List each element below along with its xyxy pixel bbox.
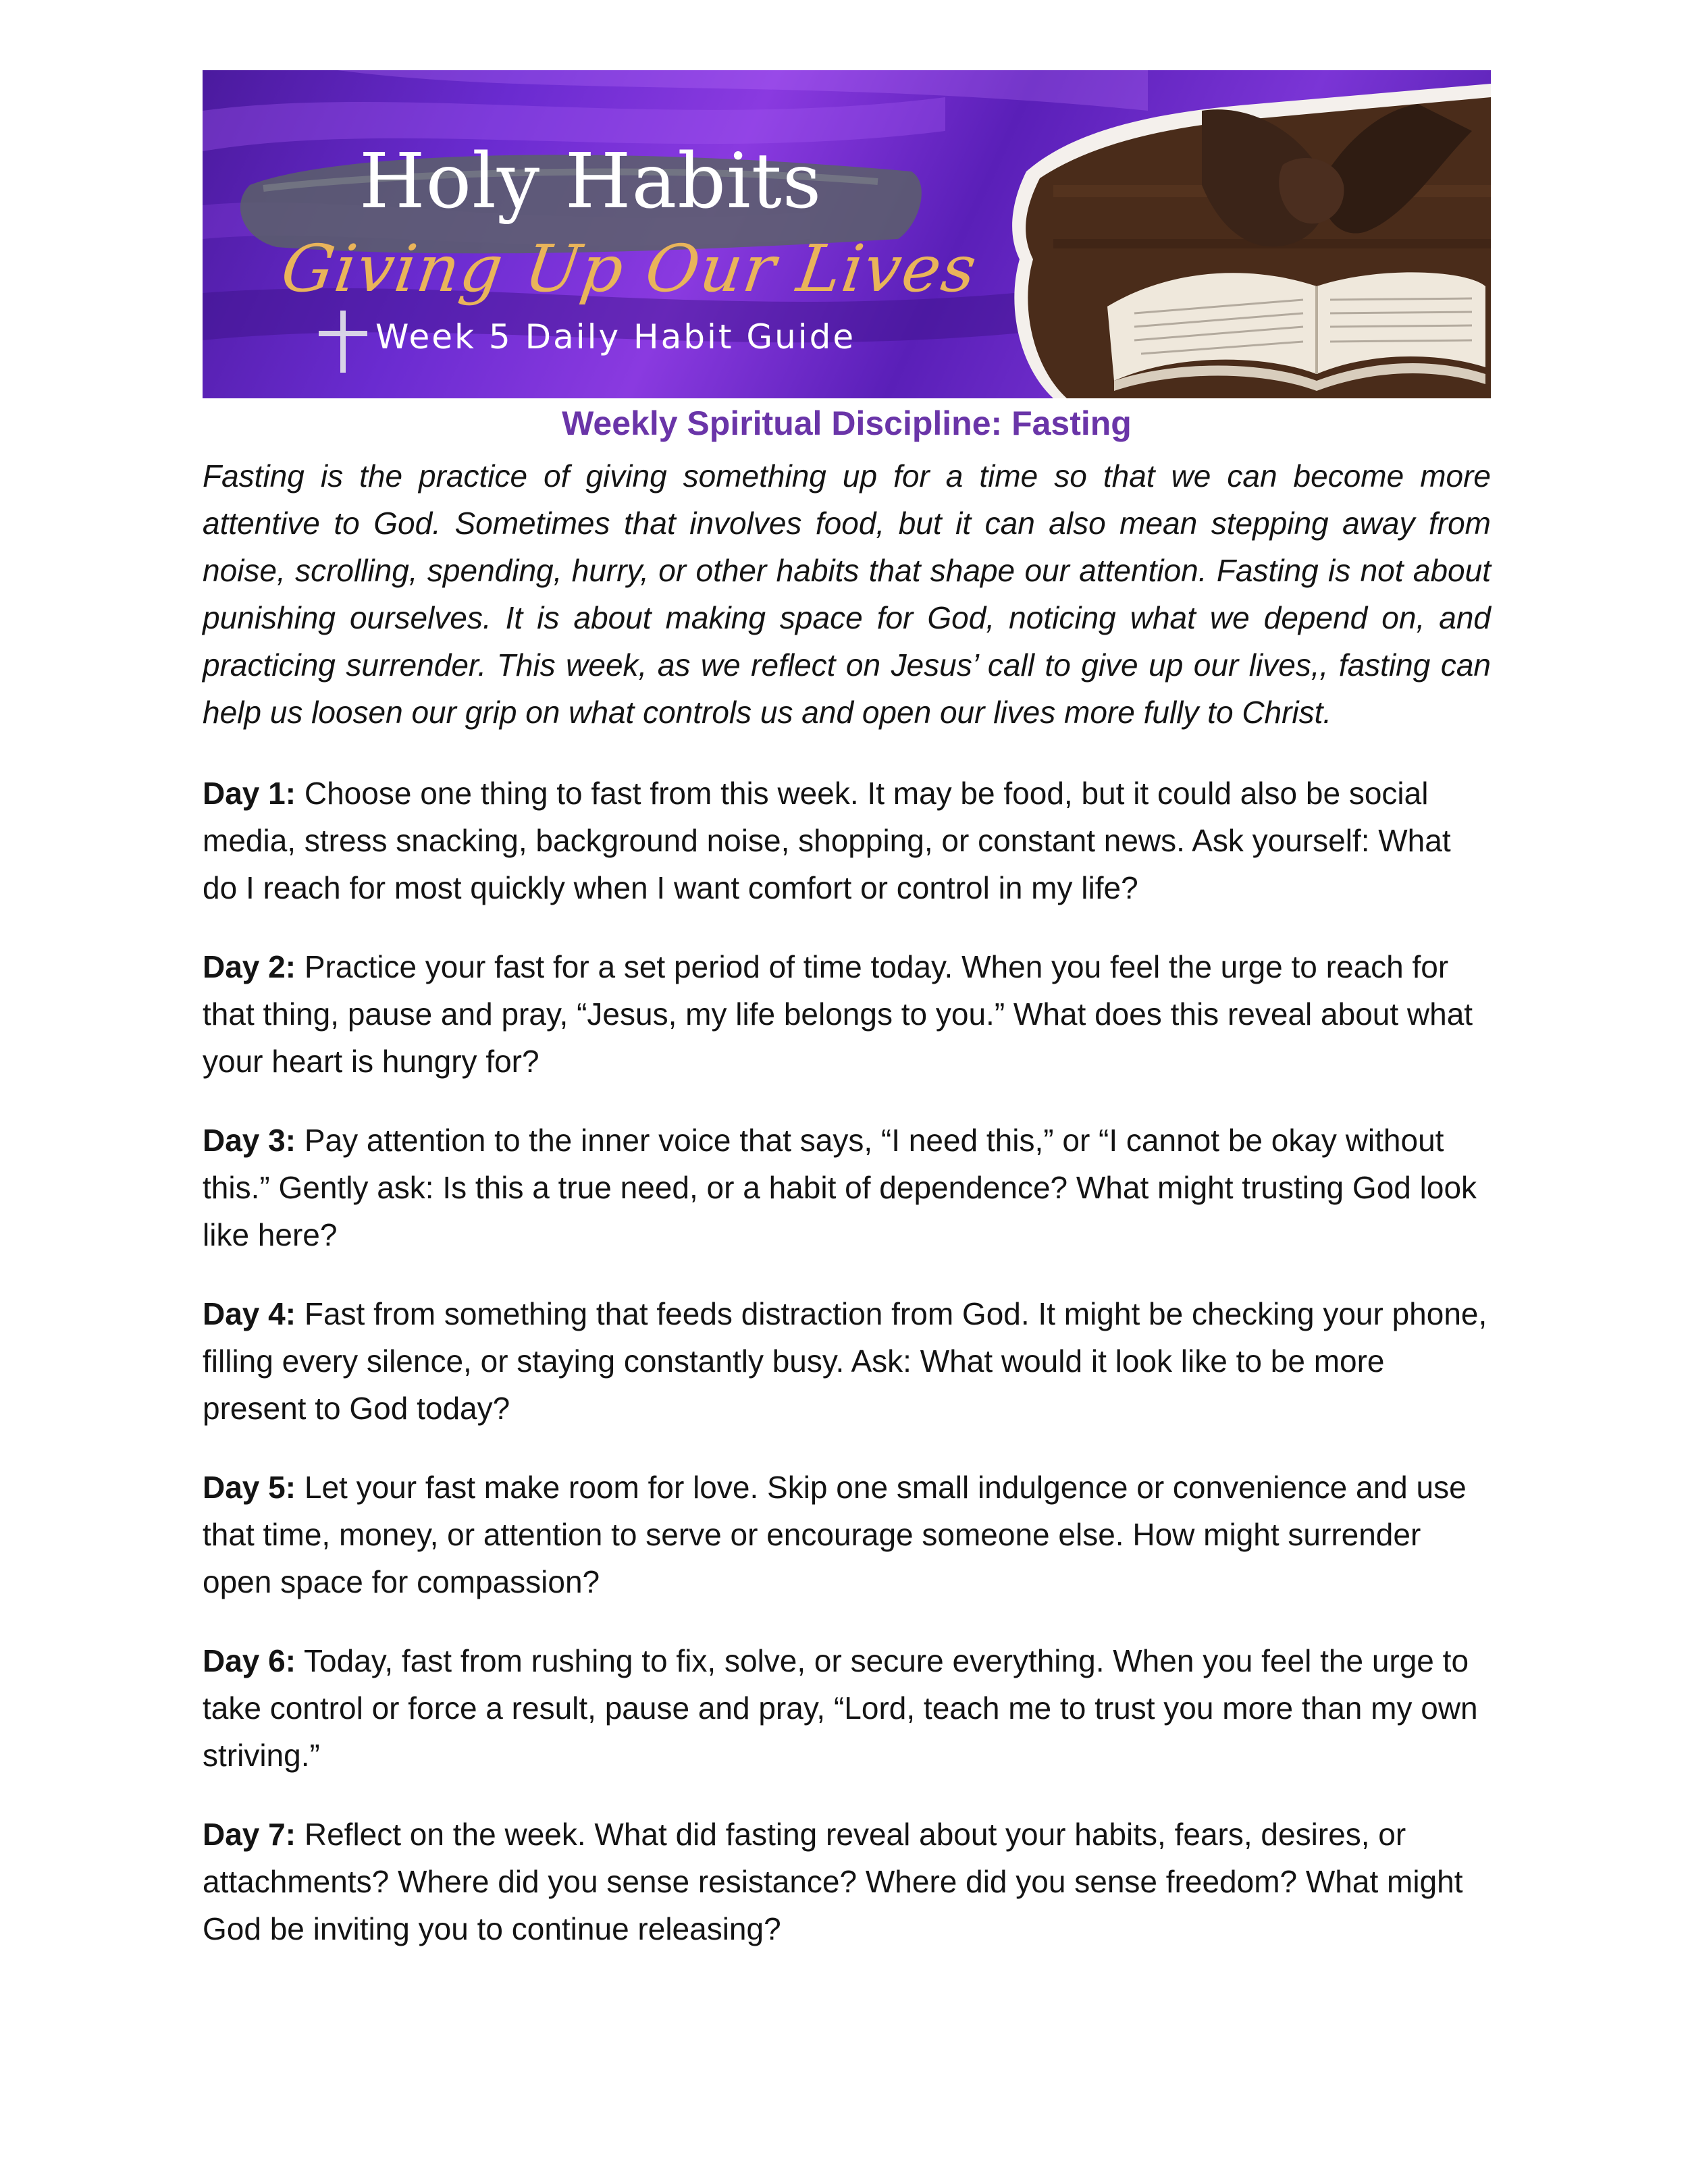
cross-icon	[316, 308, 370, 375]
day-label: Day 2:	[203, 949, 296, 984]
day-text: Let your fast make room for love. Skip one small indulgence or convenience and use that time, money, or attention to serve or encourage someone else. How might surrender open space for compassion?	[203, 1470, 1467, 1599]
praying-hands-bible-photo	[999, 84, 1491, 398]
daily-habit-list	[203, 770, 1491, 1984]
day-label: Day 7:	[203, 1817, 296, 1852]
day-label: Day 3:	[203, 1123, 296, 1158]
day-7-item	[203, 1811, 1491, 1952]
day-label: Day 6:	[203, 1643, 296, 1678]
day-text: Choose one thing to fast from this week. It may be food, but it could also be social media, stress snacking, background noise, shopping, or constant news. Ask yourself: What do I reach for most quickly when I want comfort or control in my life?	[203, 776, 1451, 905]
banner-guide-label: Week 5 Daily Habit Guide	[375, 317, 856, 356]
day-text: Reflect on the week. What did fasting reveal about your habits, fears, desires, or attachments? Where did you sense resistance? Where did you sense freedom? What might God be inviting you to continue releasing?	[203, 1817, 1463, 1946]
day-text: Today, fast from rushing to fix, solve, or secure everything. When you feel the urge to take control or force a result, pause and pray, “Lord, teach me to trust you more than my own striving.”	[203, 1643, 1478, 1773]
day-6-item	[203, 1637, 1491, 1779]
banner-title: Holy Habits	[359, 138, 822, 225]
intro-paragraph: Fasting is the practice of giving something up for a time so that we can become more attentive to God. Sometimes that involves food, but it can also mean stepping away from noise, scrolling, spending, hurry, or other habits that shape our attention. Fasting is not about punishing ourselves. It is about making space for God, noticing what we depend on, and practicing surrender. This week, as we reflect on Jesus’ call to give up our lives,, fasting can help us loosen our grip on what controls us and open our lives more fully to Christ.	[203, 458, 1491, 730]
banner-subtitle: Giving Up Our Lives	[277, 231, 982, 307]
day-label: Day 4:	[203, 1296, 296, 1331]
day-label: Day 5:	[203, 1470, 296, 1505]
section-heading: Weekly Spiritual Discipline: Fasting	[562, 404, 1132, 442]
header-banner	[203, 70, 1491, 398]
day-text: Practice your fast for a set period of time today. When you feel the urge to reach for that thing, pause and pray, “Jesus, my life belongs to you.” What does this reveal about what your heart is hungry for?	[203, 949, 1473, 1079]
day-1-item	[203, 770, 1491, 911]
day-text: Fast from something that feeds distraction from God. It might be checking your phone, filling every silence, or staying constantly busy. Ask: What would it look like to be more present to God today?	[203, 1296, 1487, 1426]
day-4-item	[203, 1290, 1491, 1432]
day-text: Pay attention to the inner voice that says, “I need this,” or “I cannot be okay without this.” Gently ask: Is this a true need, or a habit of dependence? What might trusting God look like here?	[203, 1123, 1477, 1252]
day-5-item	[203, 1464, 1491, 1605]
day-label: Day 1:	[203, 776, 296, 811]
day-2-item	[203, 943, 1491, 1085]
day-3-item	[203, 1117, 1491, 1258]
